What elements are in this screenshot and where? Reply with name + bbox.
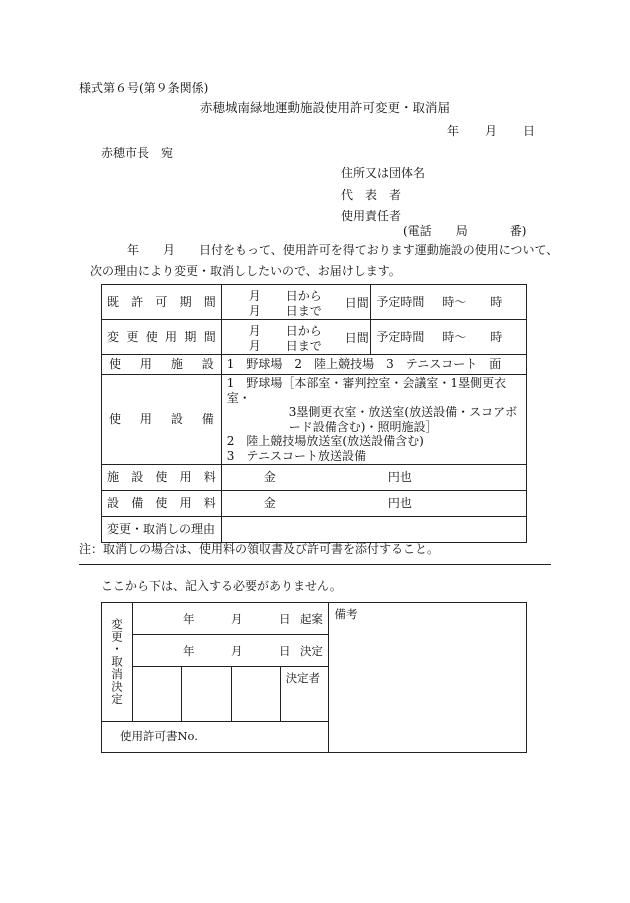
addressee: 赤穂市長 宛 <box>101 146 174 160</box>
equipment-value <box>221 375 526 465</box>
equipment-line: ード設備含む)・照明施設］ <box>288 419 438 434</box>
stamp-box <box>231 667 280 722</box>
equipment-line: 3 テニスコート放送設備 <box>226 448 366 463</box>
phone-label: (電話 <box>403 224 432 238</box>
equipment-line: 2 陸上競技場放送室(放送設備含む) <box>226 434 424 448</box>
drafted-date: 年 月 日 起案 <box>132 603 329 635</box>
address-label: 住所又は団体名 <box>341 166 426 180</box>
section-divider <box>79 564 551 565</box>
row-facility-fee <box>102 465 527 491</box>
row-reason <box>102 517 527 543</box>
current-period-label: 既 許 可 期 間 <box>102 285 222 320</box>
decider-box <box>280 667 329 722</box>
phone-office-label: 局 <box>455 224 468 238</box>
responsible-label: 使用責任者 <box>341 209 402 223</box>
date-day-label: 日 <box>523 124 536 138</box>
change-time-value: 予定時間 時〜 時 <box>371 320 527 355</box>
phone-number-label: 番) <box>509 224 527 238</box>
permit-number-label: 使用許可書No. <box>120 729 198 744</box>
facility-value: 1 野球場 2 陸上競技場 3 テニスコート 面 <box>221 355 526 375</box>
office-row-drafted <box>102 603 527 635</box>
body-line-2: 次の理由により変更・取消ししたいので、お届けします。 <box>90 264 401 278</box>
change-period-value: 月 日から 月 日まで 日間 <box>221 320 371 355</box>
row-equipment-fee <box>102 491 527 517</box>
phone-line <box>403 223 526 239</box>
equipment-fee-value: 金 円也 <box>221 491 526 517</box>
facility-fee-value: 金 円也 <box>221 465 526 491</box>
submission-date <box>447 123 535 139</box>
row-current-period <box>102 285 527 320</box>
equipment-label: 使 用 設 備 <box>102 375 222 465</box>
decided-date: 年 月 日 決定 <box>132 635 329 667</box>
office-use-notice: ここから下は、記入する必要がありません。 <box>101 579 342 593</box>
decision-vertical-label: 変更・取消決定 <box>102 603 133 722</box>
equipment-line: 3塁側更衣室・放送室(放送設備・スコアボ <box>288 405 518 419</box>
representative-label: 代 表 者 <box>341 188 402 202</box>
equipment-fee-label: 設 備 使 用 料 <box>102 491 222 517</box>
current-time-value: 予定時間 時〜 時 <box>371 285 527 320</box>
row-equipment <box>102 375 527 465</box>
remarks-label: 備考 <box>334 607 358 621</box>
row-change-period <box>102 320 527 355</box>
attachment-note: 注：取消しの場合は、使用料の領収書及び許可書を添付すること。 <box>79 542 440 556</box>
reason-value[interactable] <box>221 517 526 543</box>
application-table <box>101 284 527 543</box>
change-period-label: 変 更 使 用 期 間 <box>102 320 222 355</box>
date-year-label: 年 <box>447 124 460 138</box>
date-month-label: 月 <box>485 124 498 138</box>
permit-number-cell <box>102 722 329 753</box>
reason-label: 変更・取消しの理由 <box>102 517 222 543</box>
row-facility <box>102 355 527 375</box>
stamp-box <box>181 667 231 722</box>
stamp-box <box>132 667 181 722</box>
body-line-1: 年 月 日付をもって、使用許可を得ております運動施設の使用について、 <box>127 243 559 257</box>
current-period-value: 月 日から 月 日まで 日間 <box>221 285 371 320</box>
office-table <box>101 602 527 753</box>
remarks-cell <box>329 603 527 753</box>
facility-fee-label: 施 設 使 用 料 <box>102 465 222 491</box>
decider-label: 決定者 <box>285 671 321 685</box>
equipment-line: 1 野球場［本部室・審判控室・会議室・1塁側更衣室・ <box>226 376 507 405</box>
facility-label: 使 用 施 設 <box>102 355 222 375</box>
form-title: 赤穂城南緑地運動施設使用許可変更・取消届 <box>200 100 451 115</box>
form-id: 様式第６号(第９条関係) <box>79 81 209 95</box>
